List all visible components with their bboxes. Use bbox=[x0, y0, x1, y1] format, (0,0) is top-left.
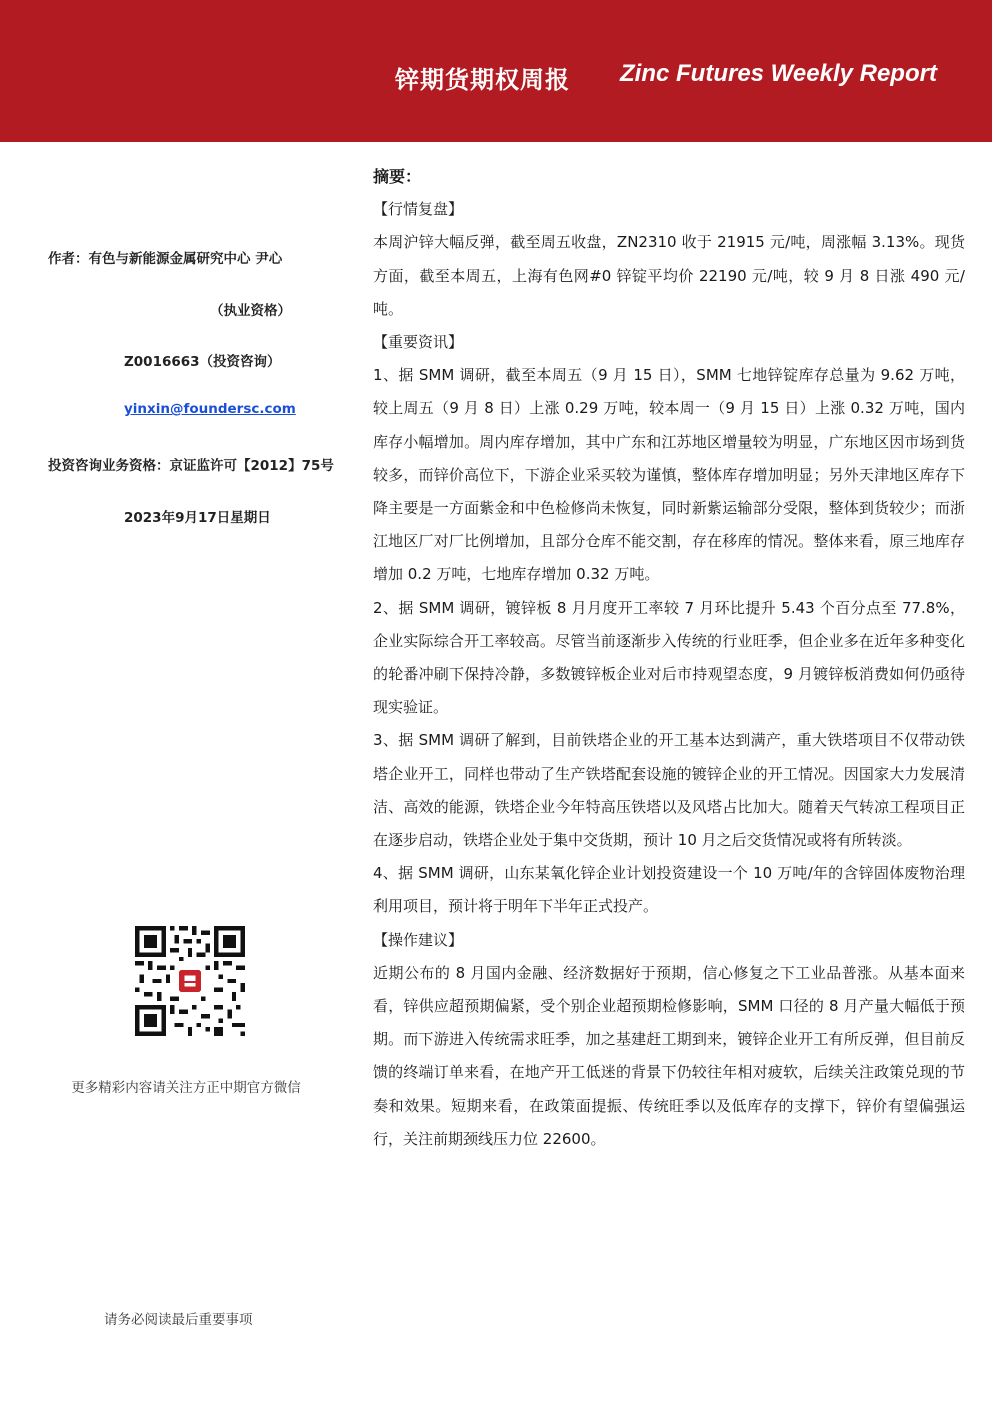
advice-text: 近期公布的 8 月国内金融、经济数据好于预期，信心修复之下工业品普涨。从基本面来看，锌供应超预期偏紧，受个别企业超预期检修影响，SMM 口径的 8 月产量大幅低于预期。而下游进入传统需求旺季，加之基建赶工期到来，镀锌企业开工有所反弹，但目前反馈的终端订单来看，在地产开工低迷的背景下仍较往年相对疲软，后续关注政策兑现的节奏和效果。短期来看，在政策面提振、传统旺季以及低库存的支撑下，锌价有望偏强运行，关注前期颈线压力位 22600。 bbox=[373, 963, 965, 1148]
report-date: 2023年9月17日星期日 bbox=[124, 510, 271, 526]
section-advice-heading: 【操作建议】 bbox=[373, 930, 464, 949]
qr-caption: 更多精彩内容请关注方正中期官方微信 bbox=[71, 1080, 301, 1096]
section-market-heading: 【行情复盘】 bbox=[373, 200, 464, 219]
market-review-text: 本周沪锌大幅反弹，截至周五收盘，ZN2310 收于 21915 元/吨，周涨幅 3.13%。现货方面，截至本周五，上海有色网#0 锌锭平均价 22190 元/吨，较 9 月 8 日涨 490 元/吨。 bbox=[373, 233, 965, 318]
header-banner bbox=[0, 0, 992, 142]
report-title-en: Zinc Futures Weekly Report bbox=[620, 60, 937, 87]
news-item-4: 4、据 SMM 调研，山东某氧化锌企业计划投资建设一个 10 万吨/年的含锌固体废物治理利用项目，预计将于明年下半年正式投产。 bbox=[373, 864, 965, 916]
news-item-2: 2、据 SMM 调研，镀锌板 8 月月度开工率较 7 月环比提升 5.43 个百分点至 77.8%，企业实际综合开工率较高。尽管当前逐渐步入传统的行业旺季，但企业多在近年多种变化的轮番冲刷下保持冷静，多数镀锌板企业对后市持观望态度，9 月镀锌板消费如何仍亟待现实验证。 bbox=[373, 598, 965, 717]
report-title-cn: 锌期货期权周报 bbox=[395, 66, 570, 94]
footer-note: 请务必阅读最后重要事项 bbox=[104, 1312, 253, 1328]
author-email-link[interactable]: yinxin@foundersc.com bbox=[124, 401, 296, 417]
license-number: Z0016663（投资咨询） bbox=[124, 354, 281, 370]
section-news-heading: 【重要资讯】 bbox=[373, 333, 464, 352]
main-content bbox=[373, 160, 965, 1156]
news-item-1: 1、据 SMM 调研，截至本周五（9 月 15 日），SMM 七地锌锭库存总量为 9.62 万吨，较上周五（9 月 8 日）上涨 0.29 万吨，较本周一（9 月 15 日）上涨 0.32 万吨，国内库存小幅增加。周内库存增加，其中广东和江苏地区增量较为明显，广东地区因市场到货较多，而锌价高位下，下游企业采买较为谨慎，整体库存增加明显；另外天津地区库存下降主要是一方面紫金和中色检修尚未恢复，同时新紫运输部分受限，整体到货较少；而浙江地区厂对厂比例增加，且部分仓库不能交割，存在移库的情况。整体来看，原三地库存增加 0.2 万吨，七地库存增加 0.32 万吨。 bbox=[373, 366, 965, 584]
summary-heading: 摘要： bbox=[373, 167, 422, 186]
author-line: 作者：有色与新能源金属研究中心 尹心 bbox=[48, 251, 283, 267]
news-item-3: 3、据 SMM 调研了解到，目前铁塔企业的开工基本达到满产，重大铁塔项目不仅带动铁塔企业开工，同样也带动了生产铁塔配套设施的镀锌企业的开工情况。因国家大力发展清洁、高效的能源，铁塔企业今年特高压铁塔以及风塔占比加大。随着天气转凉工程项目正在逐步启动，铁塔企业处于集中交货期，预计 10 月之后交货情况或将有所转淡。 bbox=[373, 731, 965, 850]
consulting-license: 投资咨询业务资格：京证监许可【2012】75号 bbox=[48, 458, 334, 474]
wechat-qr-code bbox=[135, 926, 245, 1036]
qualification-line: （执业资格） bbox=[210, 303, 291, 319]
